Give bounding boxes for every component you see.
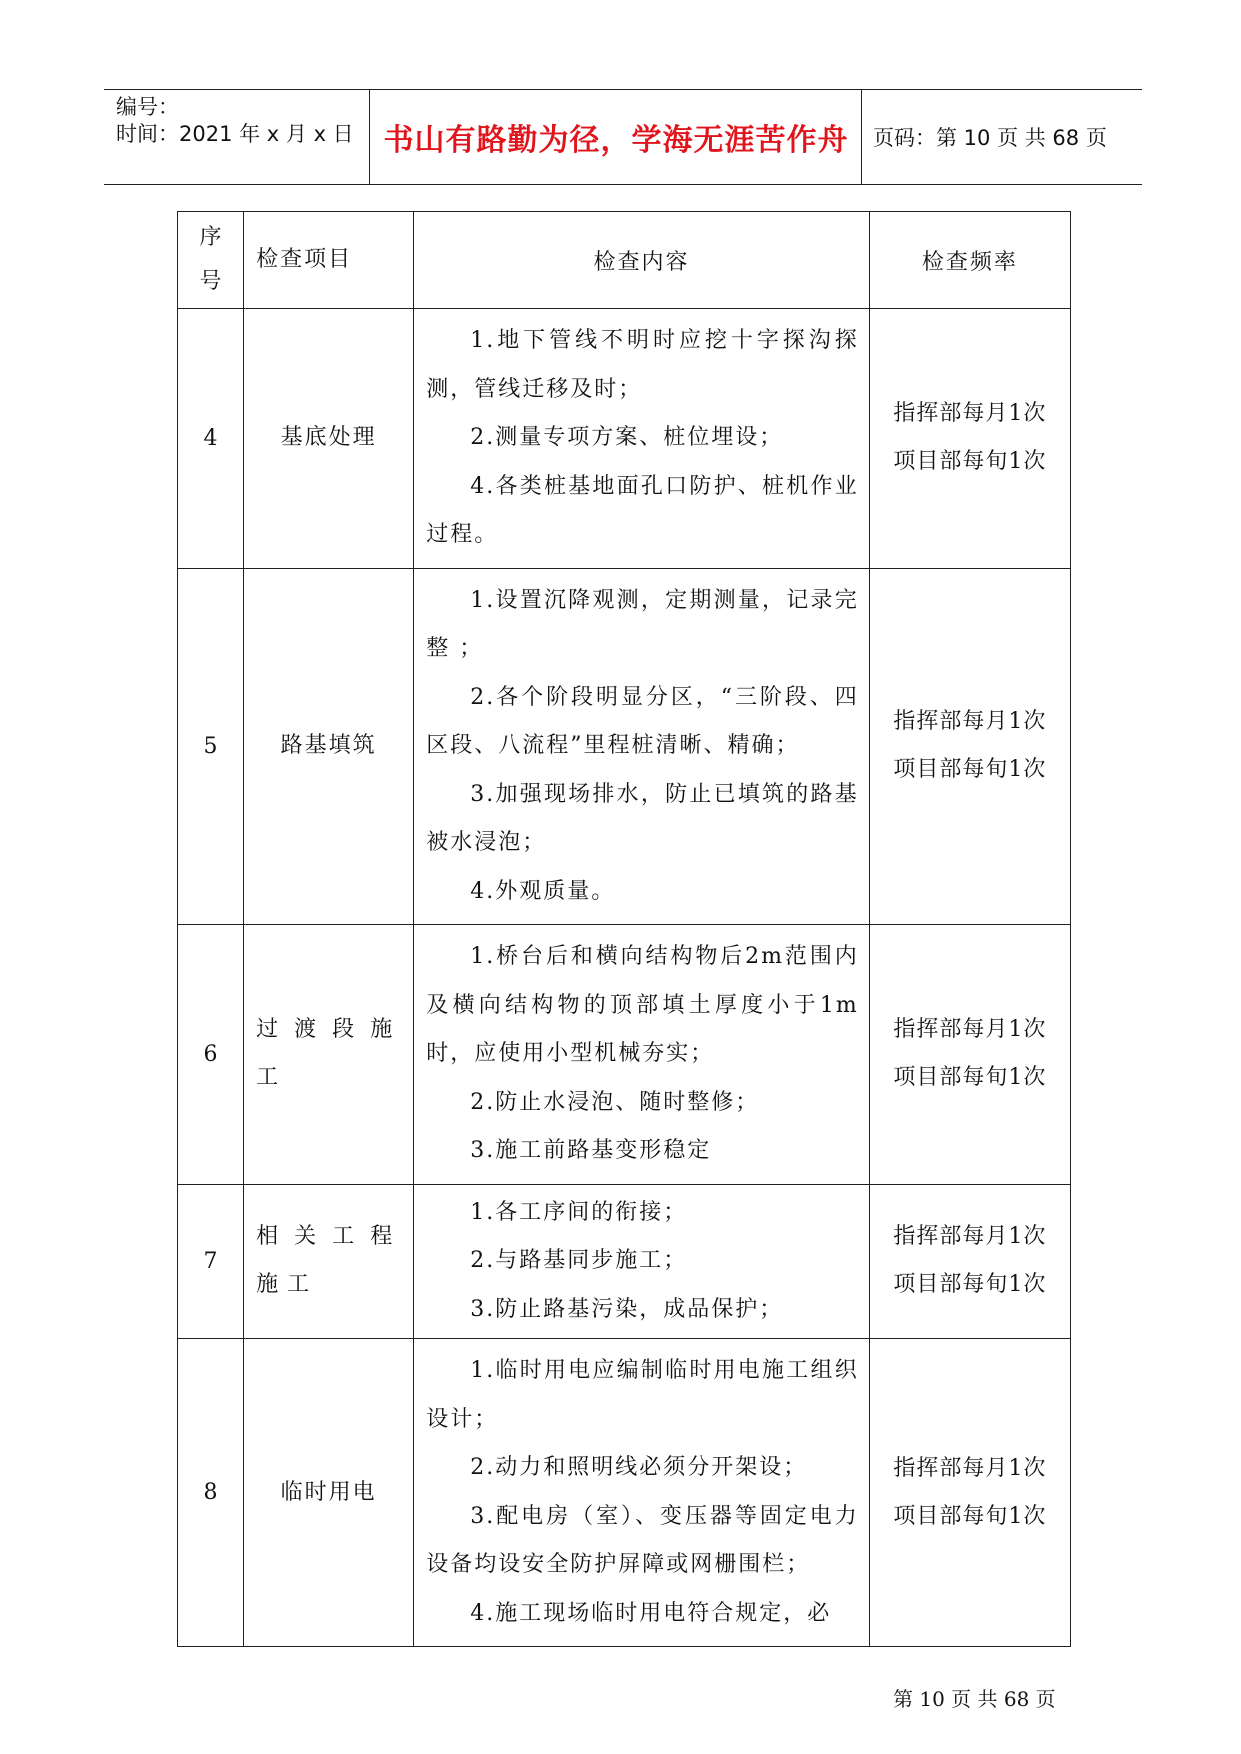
row-content (414, 309, 870, 569)
header-page-label: 页码：第 10 页 共 68 页 (873, 126, 1107, 150)
row-seq: 5 (178, 568, 244, 925)
page-footer: 第 10 页 共 68 页 (893, 1687, 1056, 1711)
document-time-label: 时间：2021 年 x 月 x 日 (116, 122, 354, 146)
header-frequency: 检查频率 (869, 212, 1070, 309)
row-frequency: 指挥部每月1次 项目部每旬1次 (869, 309, 1070, 569)
content-line: 1.设置沉降观测，定期测量，记录完整 ； (426, 587, 859, 661)
content-line: 2.各个阶段明显分区，“三阶段、四区段、八流程”里程桩清晰、精确； (426, 684, 859, 758)
header-divider (861, 90, 862, 184)
content-line: 3.防止路基污染，成品保护； (470, 1296, 784, 1322)
content-line: 1.临时用电应编制临时用电施工组织设计； (426, 1358, 859, 1432)
row-seq: 4 (178, 309, 244, 569)
content-line: 1.地下管线不明时应挖十字探沟探测，管线迁移及时； (426, 328, 859, 402)
row-item: 过渡段施工 (244, 925, 414, 1185)
row-content (414, 925, 870, 1185)
row-item: 临时用电 (244, 1339, 414, 1647)
row-frequency: 指挥部每月1次 项目部每旬1次 (869, 1184, 1070, 1339)
row-content (414, 568, 870, 925)
content-line: 4.外观质量。 (470, 878, 616, 904)
header-divider (369, 90, 370, 184)
content-line: 2.与路基同步施工； (470, 1248, 688, 1273)
content-line: 2.防止水浸泡、随时整修； (470, 1089, 760, 1115)
table-row (178, 309, 1071, 569)
content-line: 3.加强现场排水，防止已填筑的路基被水浸泡； (426, 781, 859, 855)
table-row (178, 925, 1071, 1185)
content-line: 3.配电房（室）、变压器等固定电力设备均设安全防护屏障或网栅围栏； (426, 1503, 859, 1577)
content-line: 2.测量专项方案、桩位埋设； (470, 425, 784, 450)
content-line: 3.施工前路基变形稳定 (470, 1138, 712, 1163)
inspection-table (177, 211, 1071, 1647)
document-header (104, 89, 1142, 185)
row-content (414, 1184, 870, 1339)
content-line: 1.桥台后和横向结构物后2m范围内及横向结构物的顶部填土厚度小于1m时，应使用小型机械夯实； (426, 944, 859, 1066)
table-row (178, 568, 1071, 925)
header-meta (116, 94, 361, 148)
row-seq: 7 (178, 1184, 244, 1339)
table-row (178, 1339, 1071, 1647)
header-item: 检查项目 (244, 212, 414, 309)
row-item: 基底处理 (244, 309, 414, 569)
row-frequency: 指挥部每月1次 项目部每旬1次 (869, 925, 1070, 1185)
document-number-label: 编号： (116, 95, 179, 119)
content-line: 1.各工序间的衔接； (470, 1199, 688, 1225)
row-seq: 6 (178, 925, 244, 1185)
row-content (414, 1339, 870, 1647)
table-header-row (178, 212, 1071, 309)
row-frequency: 指挥部每月1次 项目部每旬1次 (869, 568, 1070, 925)
table-row (178, 1184, 1071, 1339)
row-frequency: 指挥部每月1次 项目部每旬1次 (869, 1339, 1070, 1647)
content-line: 4.各类桩基地面孔口防护、桩机作业过程。 (426, 473, 859, 547)
row-seq: 8 (178, 1339, 244, 1647)
header-motto: 书山有路勤为径，学海无涯苦作舟 (383, 123, 849, 158)
content-line: 2.动力和照明线必须分开架设； (470, 1455, 808, 1480)
header-content: 检查内容 (414, 212, 870, 309)
row-item: 路基填筑 (244, 568, 414, 925)
row-item: 相关工程施工 (244, 1184, 414, 1339)
content-line: 4.施工现场临时用电符合规定，必 (470, 1600, 832, 1626)
header-seq: 序 号 (178, 212, 244, 309)
